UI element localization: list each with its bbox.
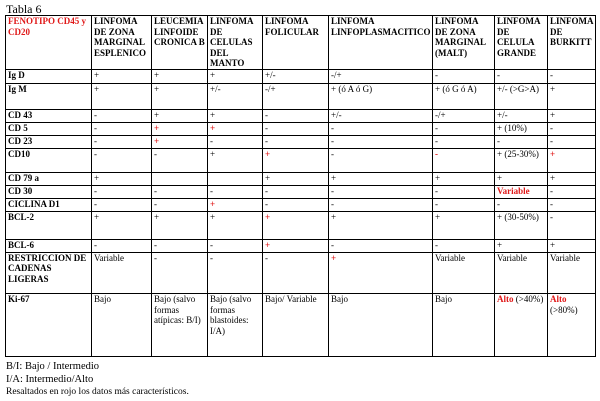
table-row <box>6 109 596 122</box>
table-cell: + <box>152 211 208 239</box>
table-cell: - <box>263 109 329 122</box>
table-cell: - <box>92 135 152 148</box>
table-cell: - <box>263 122 329 135</box>
table-cell: - <box>548 122 596 135</box>
table-cell: - <box>92 122 152 135</box>
table-cell: - <box>548 185 596 198</box>
column-header: LINFOMA FOLICULAR <box>263 16 329 70</box>
table-cell: -/+ <box>263 83 329 109</box>
table-row <box>6 211 596 239</box>
table-cell: + <box>329 252 433 293</box>
table-cell: + <box>548 83 596 109</box>
table-cell: - <box>208 135 263 148</box>
table-cell: +/- <box>329 109 433 122</box>
table-cell: + <box>433 211 495 239</box>
table-row <box>6 135 596 148</box>
table-cell: +/- <box>263 69 329 83</box>
table-cell: - <box>263 198 329 211</box>
corner-header <box>6 16 92 70</box>
table-cell: + <box>152 109 208 122</box>
table-cell: -/+ <box>329 69 433 83</box>
table-cell: + <box>329 211 433 239</box>
table-cell: + <box>92 69 152 83</box>
table-cell: + <box>208 211 263 239</box>
table-cell: Variable <box>433 252 495 293</box>
table-cell: + <box>263 172 329 185</box>
column-header: LINFOMA DE BURKITT <box>548 16 596 70</box>
column-header: LINFOMA DE ZONA MARGINAL (MALT) <box>433 16 495 70</box>
table-cell: + <box>548 109 596 122</box>
table-cell: Bajo <box>92 294 152 357</box>
table-cell: - <box>329 239 433 252</box>
table-cell: + <box>433 172 495 185</box>
table-cell: - <box>548 135 596 148</box>
column-header: LINFOMA DE CELULA GRANDE <box>495 16 548 70</box>
row-header: CD 79 a <box>6 172 92 185</box>
table-cell: + <box>548 148 596 172</box>
table-cell: + <box>548 172 596 185</box>
table-cell: - <box>329 122 433 135</box>
table-cell: + (25-30%) <box>495 148 548 172</box>
table-cell: + <box>208 109 263 122</box>
table-row <box>6 294 596 357</box>
row-header: BCL-2 <box>6 211 92 239</box>
row-header: Ig D <box>6 69 92 83</box>
table-row <box>6 185 596 198</box>
table-cell: + <box>263 148 329 172</box>
table-cell: + <box>92 83 152 109</box>
table-cell: - <box>92 239 152 252</box>
table-cell: - <box>152 239 208 252</box>
table-cell: Variable <box>495 185 548 198</box>
table-cell <box>152 172 208 185</box>
table-cell: - <box>329 185 433 198</box>
table-cell: - <box>329 135 433 148</box>
table-cell: + <box>152 135 208 148</box>
table-cell: - <box>92 185 152 198</box>
table-cell: + <box>208 198 263 211</box>
table-cell: - <box>495 198 548 211</box>
table-cell: - <box>92 198 152 211</box>
table-cell: +/- (>G>A) <box>495 83 548 109</box>
footnotes <box>6 360 189 399</box>
table-cell: + (10%) <box>495 122 548 135</box>
table-cell: - <box>433 135 495 148</box>
table-cell: - <box>152 198 208 211</box>
table-cell: Bajo (salvo formas blastoides: I/A) <box>208 294 263 357</box>
highlight-text: Alto <box>497 294 514 305</box>
table-row <box>6 69 596 83</box>
table-row <box>6 122 596 135</box>
table-cell: - <box>92 109 152 122</box>
table-cell: - <box>548 211 596 239</box>
header-row <box>6 16 596 70</box>
table-cell <box>208 172 263 185</box>
row-header: RESTRICCION DE CADENAS LIGERAS <box>6 252 92 293</box>
table-cell: - <box>495 69 548 83</box>
table-row <box>6 172 596 185</box>
table-cell: + <box>208 69 263 83</box>
table-cell: - <box>208 239 263 252</box>
table-cell: + <box>495 239 548 252</box>
corner-label: FENOTIPO CD45 y CD20 <box>8 16 87 37</box>
table-cell: + <box>152 69 208 83</box>
column-header: LINFOMA DE ZONA MARGINAL ESPLENICO <box>92 16 152 70</box>
column-header: LINFOMA LINFOPLASMACITICO <box>329 16 433 70</box>
row-header: Ig M <box>6 83 92 109</box>
table-row <box>6 83 596 109</box>
table-cell: + <box>263 211 329 239</box>
table-cell: -/+ <box>433 109 495 122</box>
highlight-text: Alto <box>550 294 567 305</box>
table-cell: - <box>263 185 329 198</box>
table-row <box>6 198 596 211</box>
table-cell: - <box>433 69 495 83</box>
table-cell: + <box>152 83 208 109</box>
table-cell: - <box>152 252 208 293</box>
table-cell: + <box>92 172 152 185</box>
table-cell: + <box>263 239 329 252</box>
row-header: CD 43 <box>6 109 92 122</box>
table-cell: Bajo (salvo formas atípicas: B/I) <box>152 294 208 357</box>
row-header: CD10 <box>6 148 92 172</box>
table-caption: Tabla 6 <box>6 2 42 16</box>
row-header: BCL-6 <box>6 239 92 252</box>
row-header: CD 30 <box>6 185 92 198</box>
table-cell: - <box>152 185 208 198</box>
column-header: LEUCEMIA LINFOIDE CRONICA B <box>152 16 208 70</box>
table-cell: + <box>548 239 596 252</box>
row-header: Ki-67 <box>6 294 92 357</box>
table-cell <box>548 294 596 357</box>
table-cell: + (ó A ó G) <box>329 83 433 109</box>
table-cell: - <box>433 148 495 172</box>
table-cell: + <box>495 172 548 185</box>
table-cell: - <box>329 148 433 172</box>
table-cell: Variable <box>548 252 596 293</box>
table-cell: - <box>208 252 263 293</box>
column-header: LINFOMA DE CELULAS DEL MANTO <box>208 16 263 70</box>
row-header: CICLINA D1 <box>6 198 92 211</box>
table-row <box>6 252 596 293</box>
table-cell: Variable <box>92 252 152 293</box>
phenotype-table <box>5 15 596 357</box>
table-row <box>6 148 596 172</box>
footnote-bi: B/I: Bajo / Intermedio <box>6 361 100 372</box>
table-cell: + <box>92 211 152 239</box>
table-cell: + <box>329 172 433 185</box>
table-cell: - <box>152 148 208 172</box>
cell-text: (>40%) <box>513 294 544 305</box>
table-cell: + <box>208 148 263 172</box>
table-cell: - <box>208 185 263 198</box>
table-cell: - <box>329 198 433 211</box>
table-cell: + <box>208 122 263 135</box>
table-body <box>6 69 596 357</box>
cell-text: (>80%) <box>550 304 578 315</box>
table-row <box>6 239 596 252</box>
table-cell: +/- <box>208 83 263 109</box>
table-cell: - <box>548 198 596 211</box>
table-cell: + (ó G ó A) <box>433 83 495 109</box>
table-cell: Bajo <box>433 294 495 357</box>
table-cell: - <box>433 198 495 211</box>
table-cell: - <box>548 69 596 83</box>
table-cell: Bajo/ Variable <box>263 294 329 357</box>
footnote-red: Resaltados en rojo los datos más característicos. <box>6 387 189 397</box>
row-header: CD 23 <box>6 135 92 148</box>
table-cell: - <box>433 185 495 198</box>
table-cell: + (30-50%) <box>495 211 548 239</box>
table-cell: - <box>263 252 329 293</box>
table-cell: Variable <box>495 252 548 293</box>
table-cell: Bajo <box>329 294 433 357</box>
table-cell: - <box>433 239 495 252</box>
table-cell: - <box>495 135 548 148</box>
table-cell: - <box>263 135 329 148</box>
table-cell: - <box>433 122 495 135</box>
table-cell: +/- <box>495 109 548 122</box>
footnote-ia: I/A: Intermedio/Alto <box>6 374 94 385</box>
row-header: CD 5 <box>6 122 92 135</box>
table-cell: - <box>92 148 152 172</box>
table-cell <box>495 294 548 357</box>
table-cell: + <box>152 122 208 135</box>
